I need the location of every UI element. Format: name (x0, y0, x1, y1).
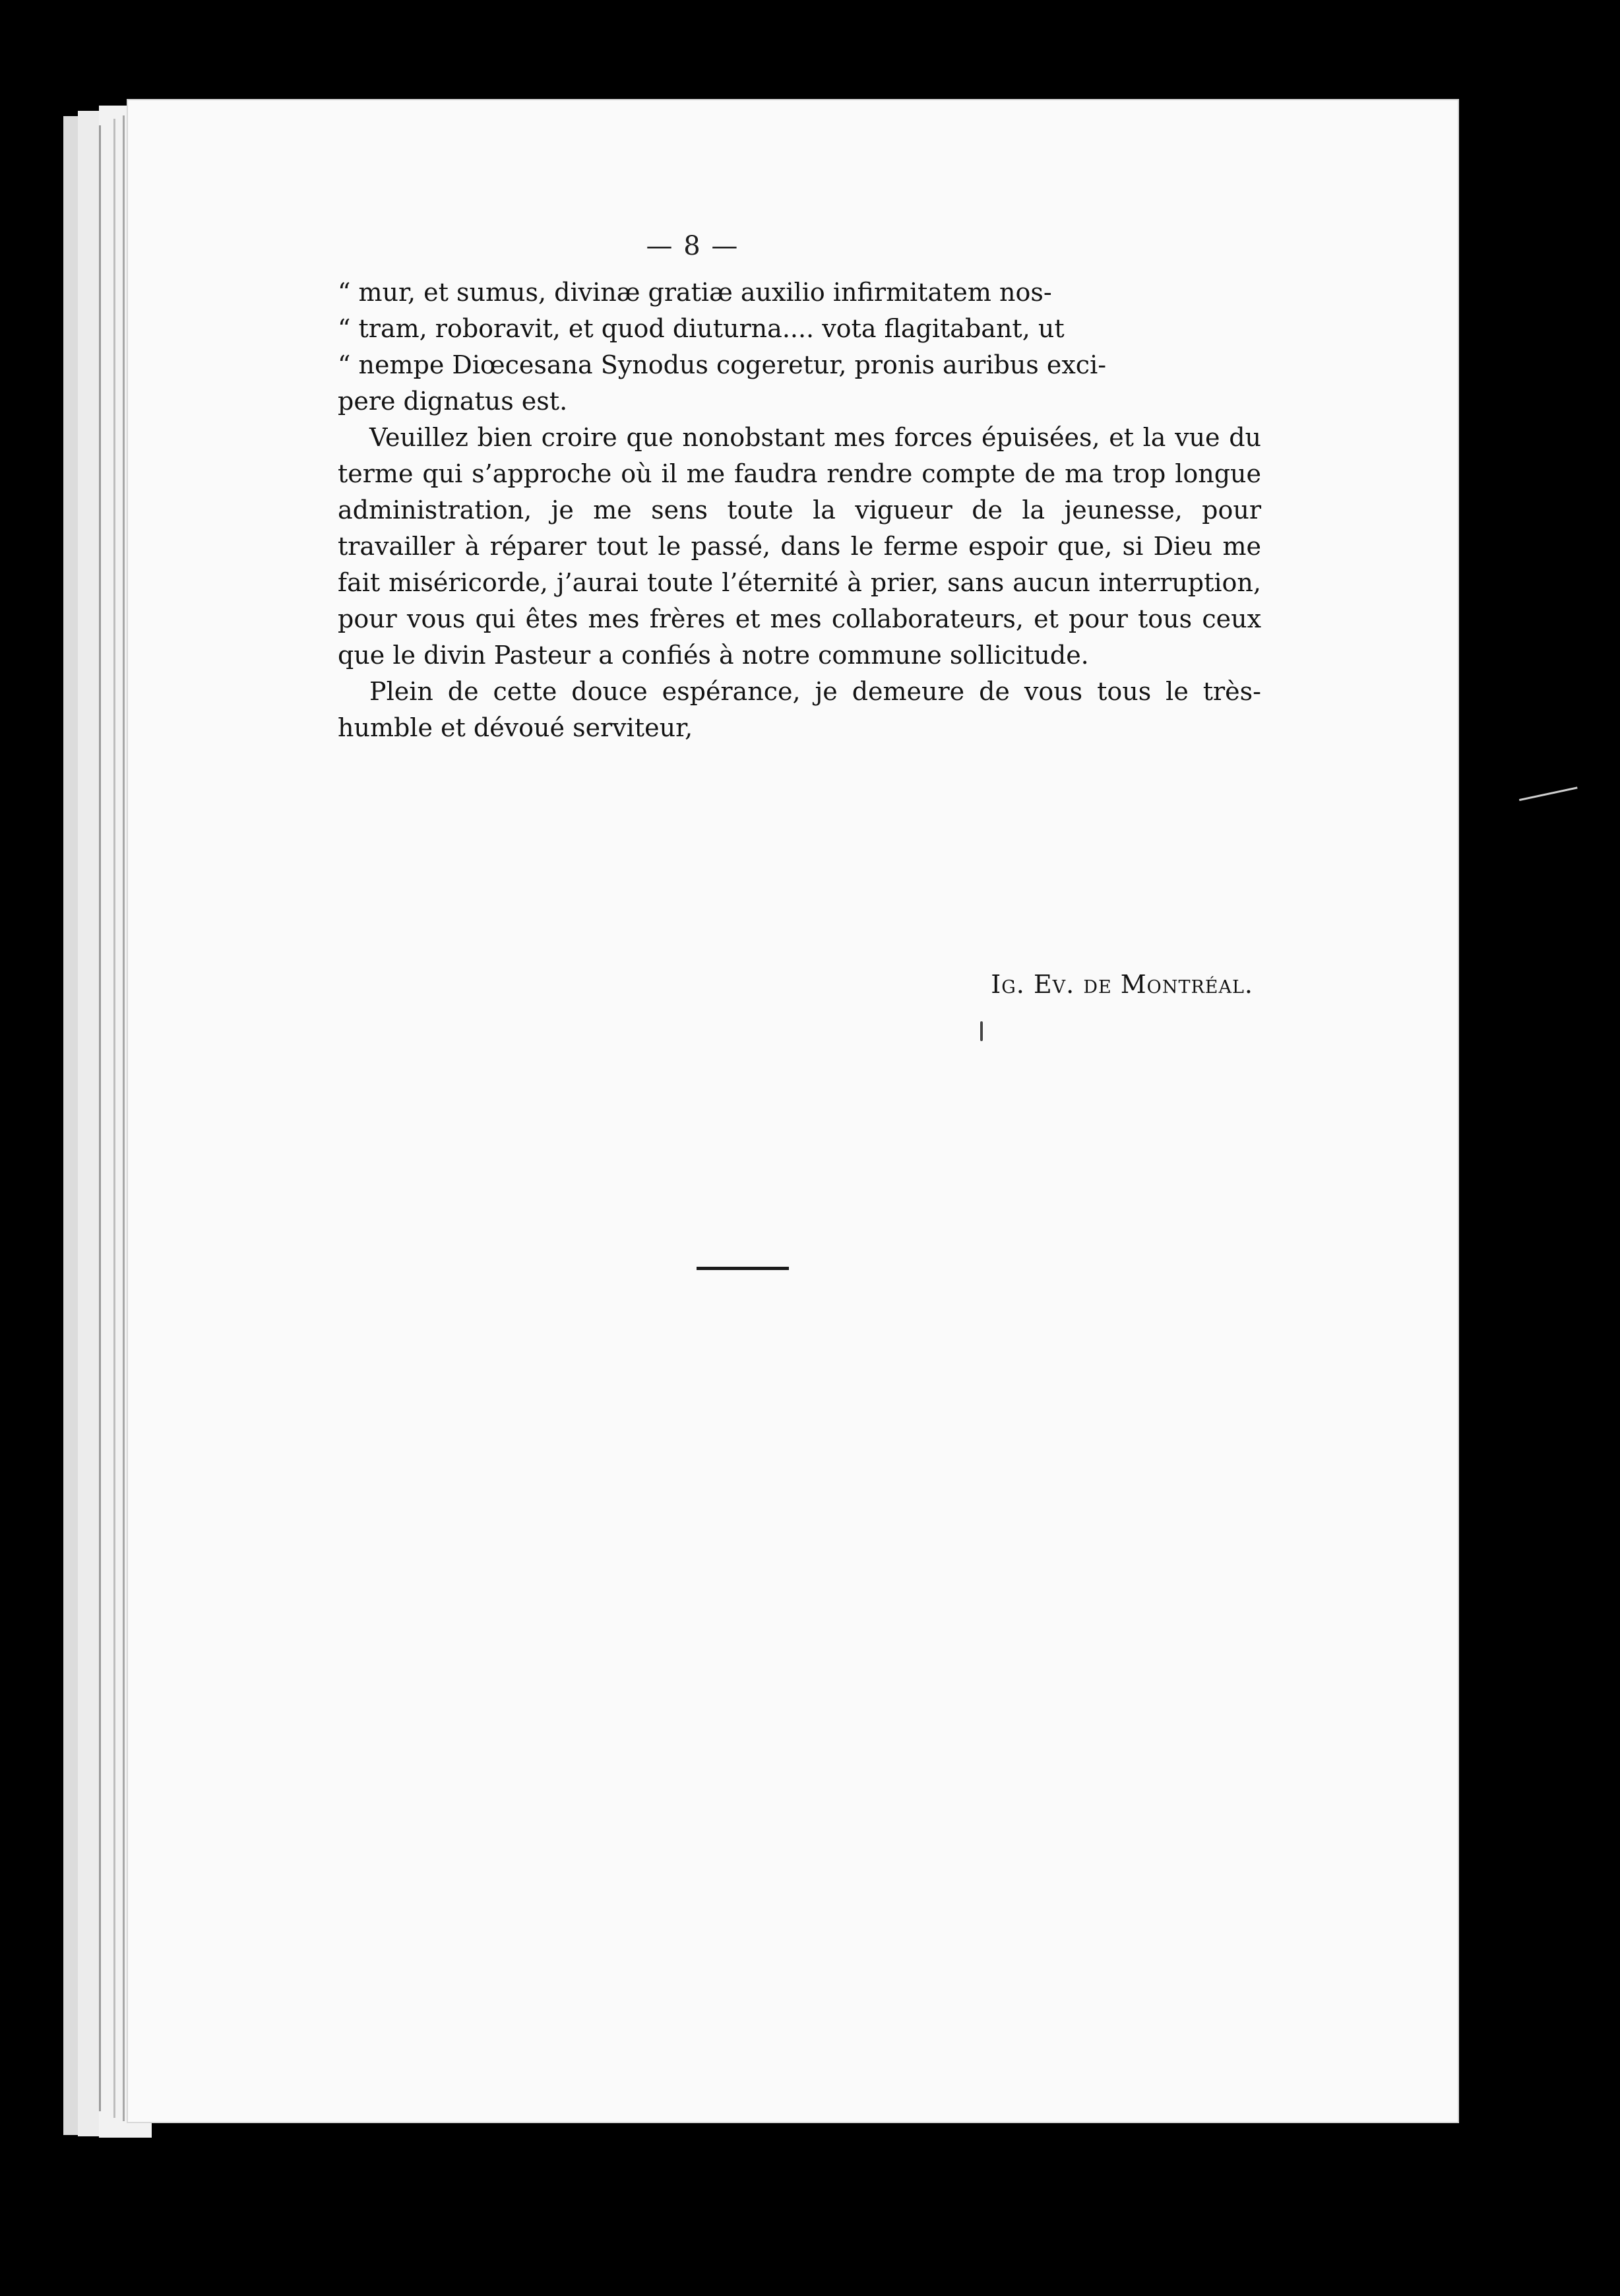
margin-mark (1516, 773, 1577, 801)
end-rule (697, 1267, 789, 1270)
scan-speck (980, 1021, 983, 1041)
body-text (338, 274, 1261, 746)
sheet-edge (123, 115, 125, 2121)
latin-line: “ tram, roboravit, et quod diuturna.... vota flagitabant, ut (338, 314, 1065, 343)
latin-line: pere dignatus est. (338, 387, 568, 416)
latin-line: “ mur, et sumus, divinæ gratiæ auxilio infirmitatem nos- (338, 278, 1052, 307)
latin-line: “ nempe Diœcesana Synodus cogeretur, pronis auribus exci- (338, 350, 1107, 379)
signature: Ig. Ev. de Montréal. (991, 970, 1253, 999)
latin-quotation (338, 274, 1261, 420)
paragraph: Plein de cette douce espérance, je demeure de vous tous le très-humble et dévoué serviteur, (338, 677, 1261, 742)
sheet-edge (99, 125, 101, 2111)
paragraph: Veuillez bien croire que nonobstant mes forces épuisées, et la vue du terme qui s’approche où il me faudra rendre compte de ma trop longue administration, je me sens toute la vigueur de la jeunesse, pour travailler à réparer tout le passé, dans le ferme espoir que, si Dieu me fait miséricorde, j’aurai toute l’éternité à prier, sans aucun interruption, pour vous qui êtes mes frères et mes collaborateurs, et pour tous ceux que le divin Pasteur a confiés à notre commune sollicitude. (338, 423, 1261, 670)
sheet-edge (113, 119, 115, 2118)
page-number: — 8 — (646, 231, 739, 261)
